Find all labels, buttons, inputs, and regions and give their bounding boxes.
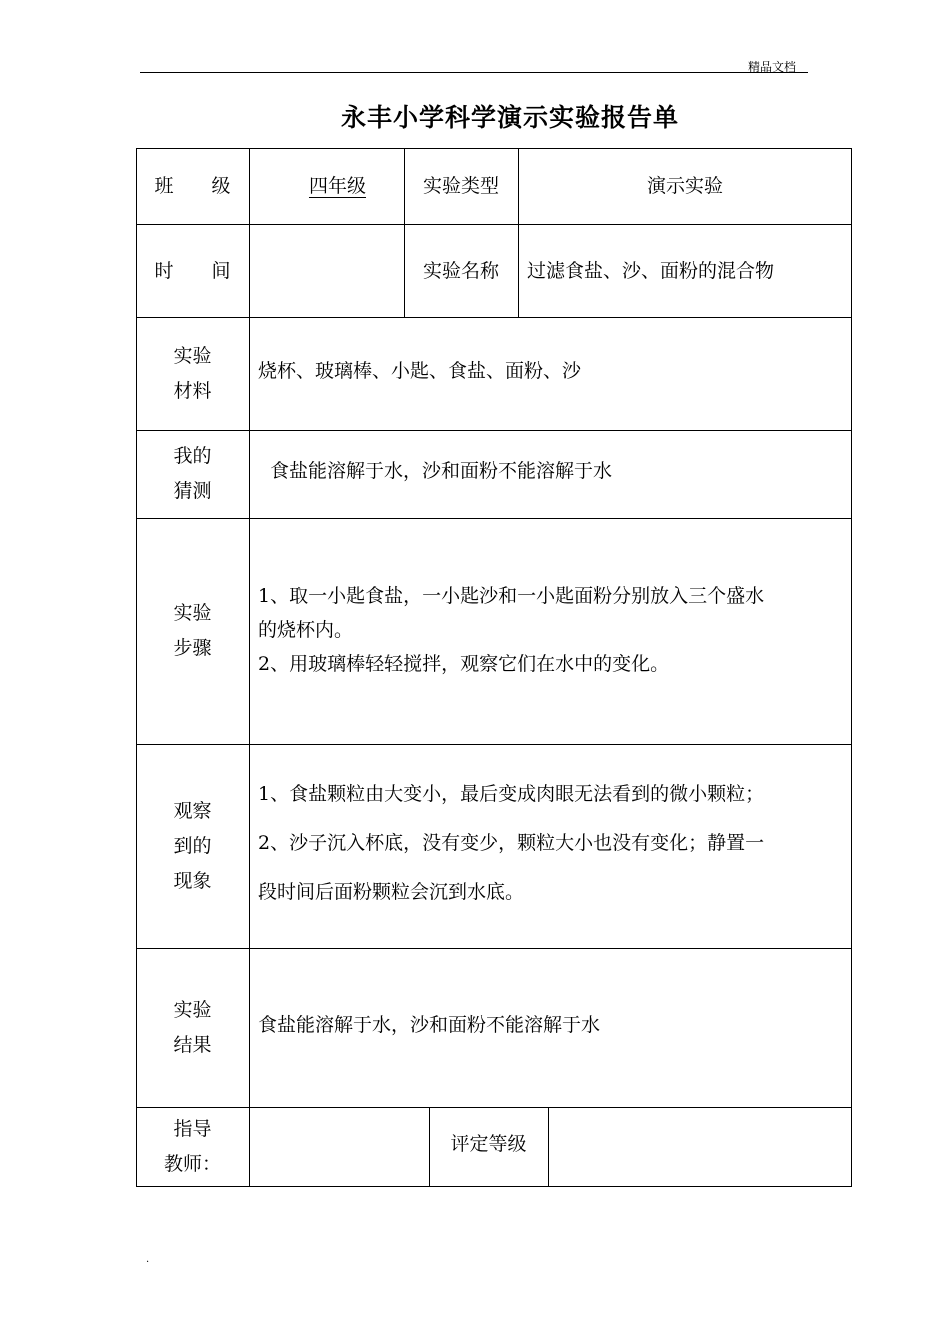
steps-line3: 2、用玻璃棒轻轻搅拌，观察它们在水中的变化。 <box>258 653 670 675</box>
name-label: 实验名称 <box>422 259 499 282</box>
guess-value-cell[interactable] <box>270 430 848 512</box>
type-value-cell[interactable] <box>518 148 852 224</box>
steps-value-cell[interactable] <box>258 579 850 681</box>
type-label-cell <box>404 148 518 224</box>
observation-value-cell[interactable] <box>258 770 850 917</box>
steps-line2: 的烧杯内。 <box>258 619 354 641</box>
type-label: 实验类型 <box>422 175 499 197</box>
time-label-cell <box>136 224 249 317</box>
observation-label-line2: 到的 <box>173 834 212 857</box>
teacher-label-line1: 指导 <box>173 1118 212 1140</box>
class-value-cell[interactable] <box>249 148 426 224</box>
grade-value-cell[interactable] <box>548 1107 852 1187</box>
report-title: 永丰小学科学演示实验报告单 <box>340 103 679 132</box>
result-value: 食盐能溶解于水，沙和面粉不能溶解于水 <box>258 1013 601 1036</box>
materials-value: 烧杯、玻璃棒、小匙、食盐、面粉、沙 <box>258 359 582 382</box>
grade-label: 评定等级 <box>450 1133 527 1155</box>
observation-line1: 1、食盐颗粒由大变小，最后变成肉眼无法看到的微小颗粒； <box>258 783 765 805</box>
guess-label-cell <box>136 430 249 518</box>
type-value: 演示实验 <box>646 175 723 197</box>
observation-label-cell <box>136 744 249 948</box>
page-marker: . <box>146 1254 150 1265</box>
name-value-cell[interactable] <box>527 224 847 317</box>
class-label-cell <box>136 148 249 224</box>
steps-label-line2: 步骤 <box>173 637 212 659</box>
result-label-line2: 结果 <box>173 1033 212 1056</box>
observation-line2: 2、沙子沉入杯底，没有变少，颗粒大小也没有变化；静置一 <box>258 832 765 854</box>
materials-label-line1: 实验 <box>173 344 212 367</box>
header-rule <box>140 72 808 73</box>
grade-label-cell <box>429 1107 548 1181</box>
result-label-line1: 实验 <box>173 998 212 1021</box>
name-value: 过滤食盐、沙、面粉的混合物 <box>527 259 775 282</box>
guess-label-line2: 猜测 <box>173 480 212 502</box>
teacher-value-cell[interactable] <box>249 1107 429 1187</box>
teacher-label-line2: 教师： <box>163 1153 221 1175</box>
materials-value-cell[interactable] <box>258 317 848 424</box>
result-label-cell <box>136 948 249 1107</box>
guess-label-line1: 我的 <box>173 445 212 467</box>
class-label-a: 班 <box>154 175 174 197</box>
guess-value: 食盐能溶解于水，沙和面粉不能溶解于水 <box>270 460 613 482</box>
time-value-cell[interactable] <box>249 224 404 317</box>
materials-label-line2: 材料 <box>173 379 212 402</box>
observation-label-line3: 现象 <box>173 869 212 892</box>
steps-label-cell <box>136 518 249 744</box>
steps-label-line1: 实验 <box>173 602 212 624</box>
materials-label-cell <box>136 317 249 430</box>
steps-line1: 1、取一小匙食盐，一小匙沙和一小匙面粉分别放入三个盛水 <box>258 585 765 607</box>
observation-label-line1: 观察 <box>173 799 212 822</box>
time-label-b: 间 <box>211 259 231 282</box>
teacher-label-cell <box>136 1107 249 1187</box>
observation-line3: 段时间后面粉颗粒会沉到水底。 <box>258 881 525 903</box>
result-value-cell[interactable] <box>258 948 848 1101</box>
time-label-a: 时 <box>154 259 174 282</box>
class-label-b: 级 <box>211 175 231 197</box>
class-value: 四年级 <box>308 175 366 197</box>
name-label-cell <box>404 224 518 317</box>
header-label: 精品文档 <box>748 60 797 74</box>
